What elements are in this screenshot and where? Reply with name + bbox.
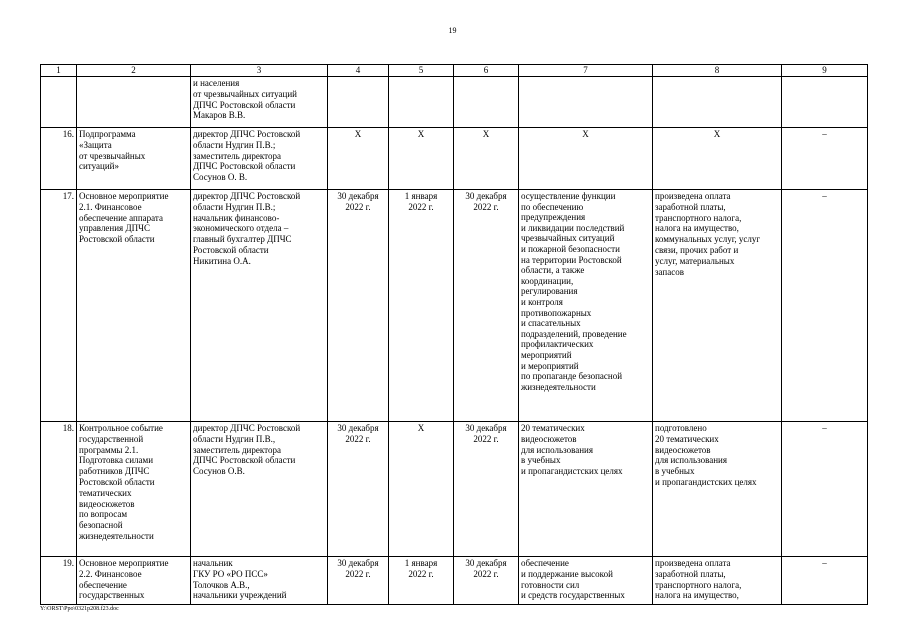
row-col5: Х <box>389 128 454 190</box>
row-col5: Х <box>389 422 454 557</box>
row-col5: 1 января 2022 г. <box>389 190 454 422</box>
column-header: 9 <box>782 65 868 77</box>
row-number: 16. <box>41 128 77 190</box>
row-col9: – <box>782 422 868 557</box>
row-col8: Х <box>653 128 782 190</box>
row-col8: произведена оплата заработной платы, транспортного налога, налога на имущество, <box>653 557 782 605</box>
column-header: 5 <box>389 65 454 77</box>
row-col4: Х <box>328 128 389 190</box>
column-header: 1 <box>41 65 77 77</box>
table-row <box>41 422 868 557</box>
row-col6: Х <box>454 128 519 190</box>
row-col7: осуществление функции по обеспечению предупреждения и ликвидации последствий чрезвычайных ситуаций и пожарной безопасности на территории Ростовской области, а также координации, регулирования и контроля противопожарных и спасательных подразделений, проведение профилактических мероприятий и мероприятий по пропаганде безопасной жизнедеятельности <box>519 190 653 422</box>
row-col4 <box>328 77 389 128</box>
row-number: 17. <box>41 190 77 422</box>
row-col4: 30 декабря 2022 г. <box>328 190 389 422</box>
row-col8 <box>653 77 782 128</box>
column-header: 4 <box>328 65 389 77</box>
row-col9: – <box>782 557 868 605</box>
row-col7: обеспечение и поддержание высокой готовности сил и средств государственных <box>519 557 653 605</box>
row-name: Контрольное событие государственной программы 2.1. Подготовка силами работников ДПЧС Ростовской области тематических видеосюжетов по вопросам безопасной жизнедеятельности <box>77 422 191 557</box>
column-header: 3 <box>191 65 328 77</box>
row-col4: 30 декабря 2022 г. <box>328 557 389 605</box>
row-col6 <box>454 77 519 128</box>
row-col5: 1 января 2022 г. <box>389 557 454 605</box>
row-col8: подготовлено 20 тематических видеосюжетов для использования в учебных и пропагандистских целях <box>653 422 782 557</box>
table-row <box>41 190 868 422</box>
table-row <box>41 557 868 605</box>
footer-file-path: Y:\ORST\Ppo\0321p208.f23.doc <box>40 606 119 612</box>
row-name <box>77 77 191 128</box>
column-header: 2 <box>77 65 191 77</box>
row-name: Основное мероприятие 2.2. Финансовое обеспечение государственных <box>77 557 191 605</box>
row-responsible: директор ДПЧС Ростовской области Нудгин П.В.; заместитель директора ДПЧС Ростовской области Сосунов О. В. <box>191 128 328 190</box>
row-name: Основное мероприятие 2.1. Финансовое обеспечение аппарата управления ДПЧС Ростовской области <box>77 190 191 422</box>
row-responsible: и населения от чрезвычайных ситуаций ДПЧС Ростовской области Макаров В.В. <box>191 77 328 128</box>
row-col9 <box>782 77 868 128</box>
row-col6: 30 декабря 2022 г. <box>454 190 519 422</box>
column-header: 8 <box>653 65 782 77</box>
row-responsible: начальник ГКУ РО «РО ПСС» Толочков А.В., начальники учреждений <box>191 557 328 605</box>
row-col9: – <box>782 190 868 422</box>
row-number <box>41 77 77 128</box>
row-col6: 30 декабря 2022 г. <box>454 557 519 605</box>
table-row <box>41 128 868 190</box>
row-responsible: директор ДПЧС Ростовской области Нудгин П.В., заместитель директора ДПЧС Ростовской области Сосунов О.В. <box>191 422 328 557</box>
page-number: 19 <box>448 26 457 35</box>
column-header: 7 <box>519 65 653 77</box>
row-col5 <box>389 77 454 128</box>
row-col9: – <box>782 128 868 190</box>
row-number: 19. <box>41 557 77 605</box>
row-name: Подпрограмма «Защита от чрезвычайных ситуаций» <box>77 128 191 190</box>
row-number: 18. <box>41 422 77 557</box>
row-col4: 30 декабря 2022 г. <box>328 422 389 557</box>
row-col7: 20 тематических видеосюжетов для использования в учебных и пропагандистских целях <box>519 422 653 557</box>
column-header: 6 <box>454 65 519 77</box>
row-col8: произведена оплата заработной платы, транспортного налога, налога на имущество, коммунальных услуг, услуг связи, прочих работ и услуг, материальных запасов <box>653 190 782 422</box>
row-col7 <box>519 77 653 128</box>
row-responsible: директор ДПЧС Ростовской области Нудгин П.В.; начальник финансово- экономического отдела – главный бухгалтер ДПЧС Ростовской области Никитина О.А. <box>191 190 328 422</box>
row-col7: Х <box>519 128 653 190</box>
header-row <box>41 65 868 77</box>
row-col6: 30 декабря 2022 г. <box>454 422 519 557</box>
report-table <box>40 64 868 605</box>
table-row <box>41 77 868 128</box>
